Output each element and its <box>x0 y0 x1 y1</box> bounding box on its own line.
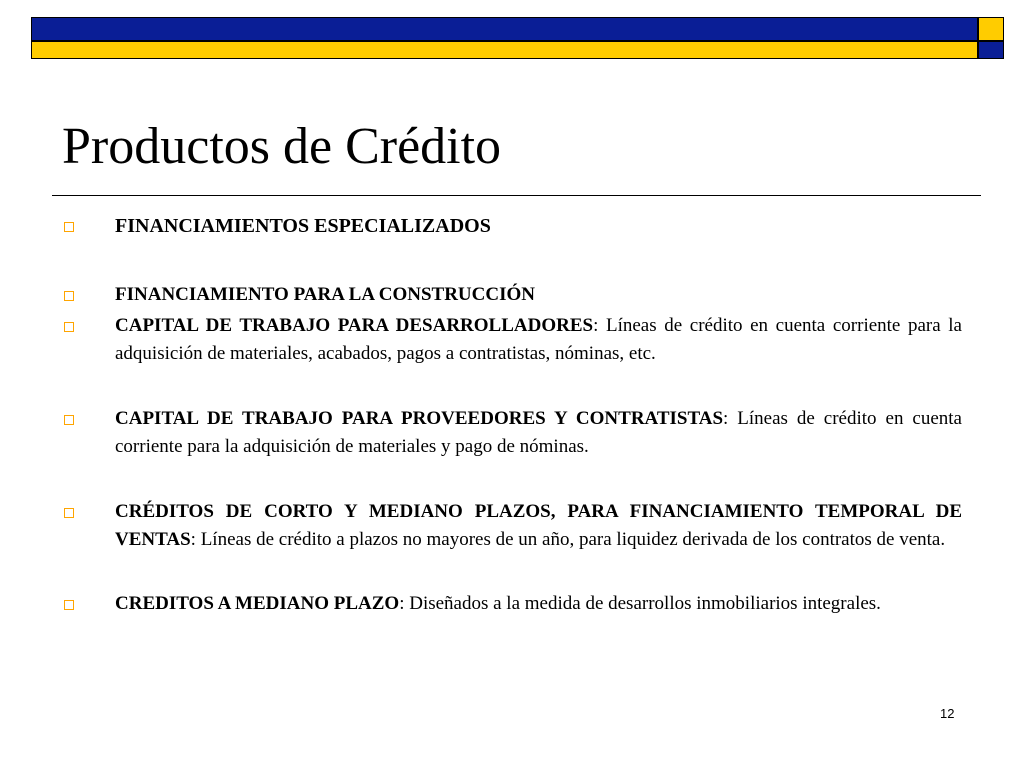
bullet-text: : Líneas de crédito en cuenta corriente para la adquisición de materiales, acabados, pagos a contratistas, nóminas, etc. <box>115 315 962 364</box>
bullet-text: : Líneas de crédito en cuenta corriente para la adquisición de materiales y pago de nóminas. <box>115 408 962 457</box>
square-bullet-icon <box>64 508 74 518</box>
bullet-item <box>64 281 962 309</box>
square-bullet-icon <box>64 415 74 425</box>
square-bullet-icon <box>64 291 74 301</box>
bullet-heading: CAPITAL DE TRABAJO PARA DESARROLLADORES <box>115 315 594 336</box>
square-bullet-icon <box>64 322 74 332</box>
bullet-text: : Líneas de crédito a plazos no mayores de un año, para liquidez derivada de los contratos de venta. <box>190 529 946 550</box>
page-number: 12 <box>940 706 955 721</box>
square-bullet-icon <box>64 222 74 232</box>
title-divider <box>52 195 981 196</box>
bullet-item <box>64 498 962 554</box>
bullet-item <box>64 212 962 240</box>
corner-square-blue <box>978 41 1004 59</box>
header-band-yellow <box>31 41 978 59</box>
bullet-heading: CAPITAL DE TRABAJO PARA PROVEEDORES Y CONTRATISTAS <box>115 408 724 429</box>
bullet-heading: CRÉDITOS DE CORTO Y MEDIANO PLAZOS, PARA FINANCIAMIENTO TEMPORAL DE VENTAS <box>115 501 962 550</box>
bullet-text: : Diseñados a la medida de desarrollos inmobiliarios integrales. <box>399 593 881 614</box>
corner-square-yellow <box>978 17 1004 41</box>
square-bullet-icon <box>64 600 74 610</box>
bullet-heading: FINANCIAMIENTO PARA LA CONSTRUCCIÓN <box>115 284 535 305</box>
bullet-heading: FINANCIAMIENTOS ESPECIALIZADOS <box>115 215 491 237</box>
bullet-item <box>64 590 962 618</box>
bullet-heading: CREDITOS A MEDIANO PLAZO <box>115 593 400 614</box>
header-band-blue <box>31 17 978 41</box>
bullet-item <box>64 312 962 368</box>
bullet-item <box>64 405 962 461</box>
slide-title: Productos de Crédito <box>62 118 502 175</box>
bullet-list <box>64 212 962 618</box>
